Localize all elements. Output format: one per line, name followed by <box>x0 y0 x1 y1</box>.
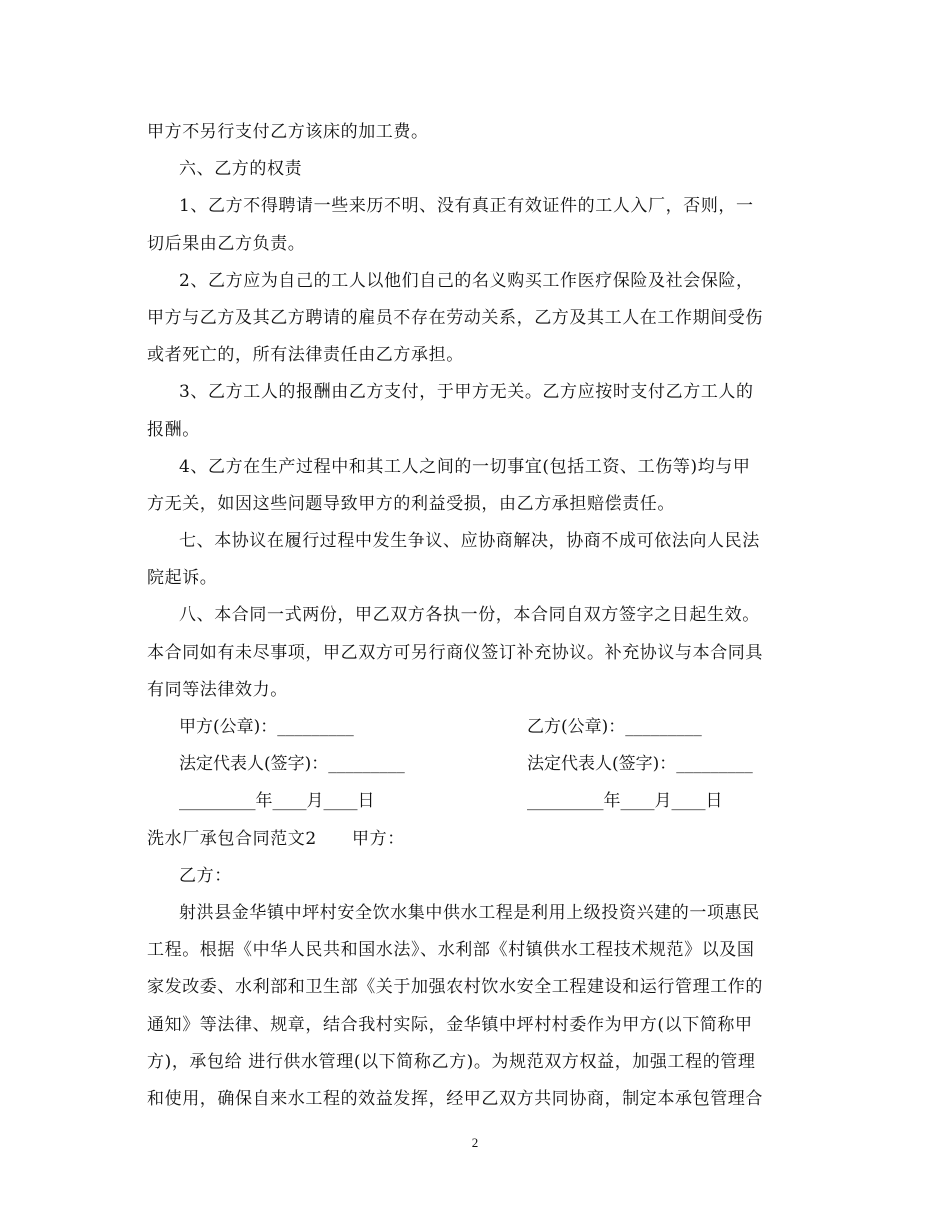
signature-party-b: 乙方(公章)：_________ <box>527 717 702 737</box>
body-line: 或者死亡的，所有法律责任由乙方承担。 <box>147 345 464 366</box>
body-line: 院起诉。 <box>147 568 218 589</box>
body-line: 乙方： <box>179 865 232 886</box>
body-line: 通知》等法律、规章，结合我村实际，金华镇中坪村村委作为甲方(以下简称甲 <box>147 1014 753 1035</box>
body-line: 方无关，如因这些问题导致甲方的利益受损，由乙方承担赔偿责任。 <box>147 493 675 514</box>
signature-row <box>147 746 802 783</box>
page-number: 2 <box>471 1135 479 1150</box>
signature-party-b: 法定代表人(签字)：_________ <box>527 754 753 775</box>
body-line: 报酬。 <box>147 419 200 440</box>
body-line: 甲方不另行支付乙方该床的加工费。 <box>147 122 429 142</box>
signature-party-a: 法定代表人(签字)：_________ <box>179 754 405 775</box>
body-line: 和使用，确保自来水工程的效益发挥，经甲乙双方共同协商，制定本承包管理合 <box>147 1088 763 1109</box>
body-line: 方)，承包给 进行供水管理(以下简称乙方)。为规范双方权益，加强工程的管理 <box>147 1051 756 1072</box>
body-line: 工程。根据《中华人民共和国水法》、水利部《村镇供水工程技术规范》以及国 <box>147 940 755 961</box>
body-line: 洗水厂承包合同范文2 甲方： <box>147 828 405 849</box>
body-line: 射洪县金华镇中坪村安全饮水集中供水工程是利用上级投资兴建的一项惠民 <box>179 902 760 923</box>
body-line: 1、乙方不得聘请一些来历不明、没有真正有效证件的工人入厂，否则，一 <box>179 196 754 217</box>
signature-row <box>147 783 802 820</box>
body-line: 八、本合同一式两份，甲乙双方各执一份，本合同自双方签字之日起生效。 <box>179 605 760 626</box>
body-line: 4、乙方在生产过程中和其工人之间的一切事宜(包括工资、工伤等)均与甲 <box>179 456 751 477</box>
signature-party-b: _________年____月____日 <box>527 791 723 812</box>
signature-party-a: _________年____月____日 <box>179 791 375 812</box>
body-line: 3、乙方工人的报酬由乙方支付，于甲方无关。乙方应按时支付乙方工人的 <box>179 382 754 403</box>
body-line: 七、本协议在履行过程中发生争议、应协商解决，协商不成可依法向人民法 <box>179 531 760 552</box>
signature-party-a: 甲方(公章)：_________ <box>179 717 354 737</box>
body-line: 本合同如有未尽事项，甲乙双方可另行商仪签订补充协议。补充协议与本合同具 <box>147 642 763 663</box>
body-line: 甲方与乙方及其乙方聘请的雇员不存在劳动关系，乙方及其工人在工作期间受伤 <box>147 307 763 328</box>
body-line: 2、乙方应为自己的工人以他们自己的名义购买工作医疗保险及社会保险， <box>179 270 754 291</box>
body-line: 有同等法律效力。 <box>147 679 288 700</box>
body-line: 切后果由乙方负责。 <box>147 233 306 254</box>
document-body <box>147 114 802 1118</box>
body-line: 六、乙方的权责 <box>179 159 303 180</box>
body-line: 家发改委、水利部和卫生部《关于加强农村饮水安全工程建设和运行管理工作的 <box>147 977 763 998</box>
signature-row <box>147 709 802 746</box>
